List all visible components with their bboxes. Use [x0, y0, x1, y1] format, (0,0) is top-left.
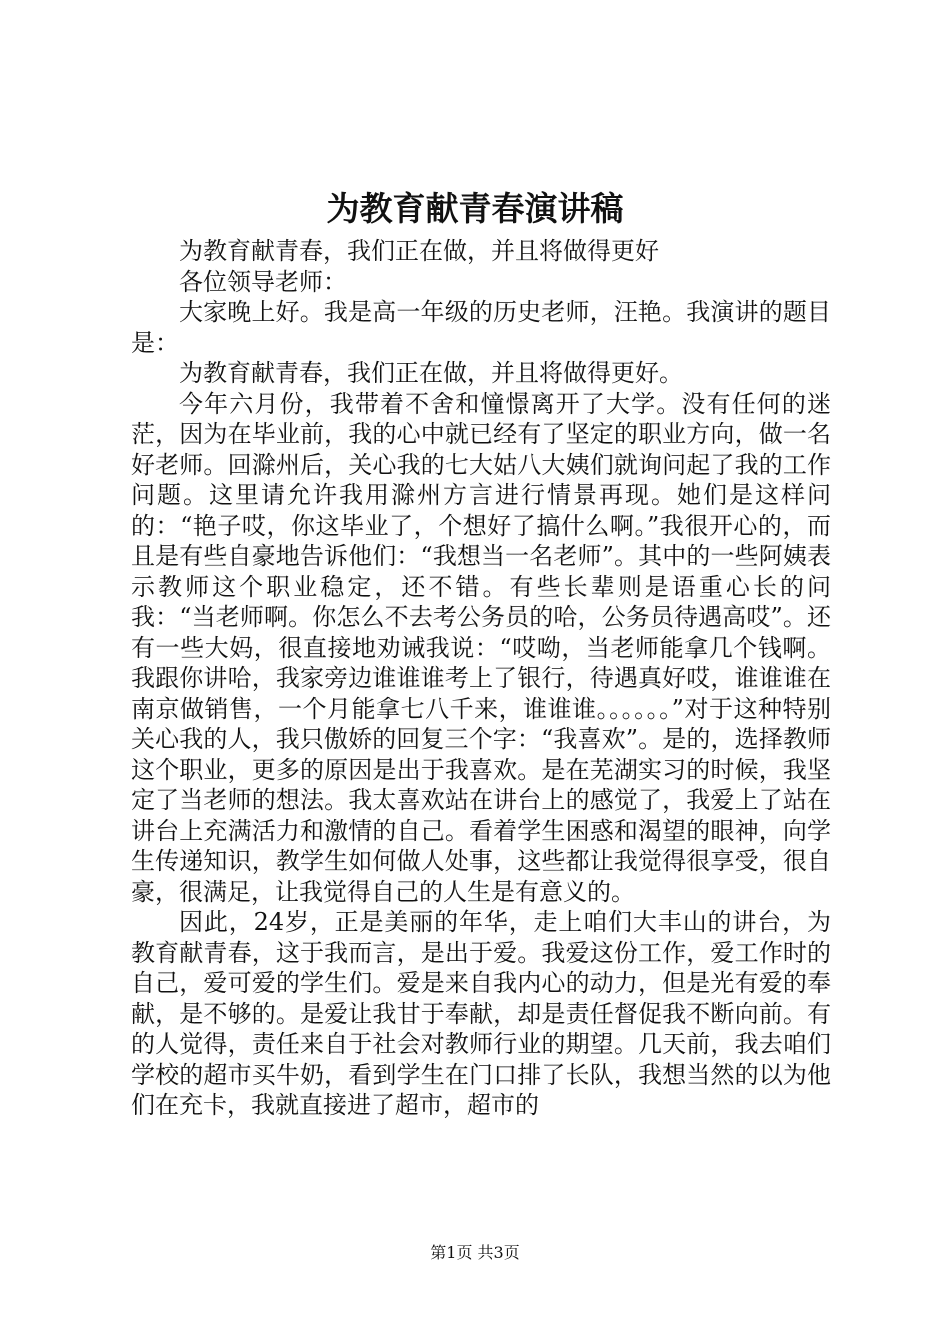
- document-title: 为教育献青春演讲稿: [326, 189, 624, 228]
- page-number-footer: 第1页 共3页: [430, 1243, 520, 1262]
- paragraph-subtitle: 为教育献青春，我们正在做，并且将做得更好: [179, 237, 659, 265]
- paragraph-topic: 为教育献青春，我们正在做，并且将做得更好。: [179, 359, 683, 387]
- paragraph-salutation: 各位领导老师：: [179, 267, 347, 296]
- paragraph-story: 今年六月份，我带着不舍和憧憬离开了大学。没有任何的迷茫，因为在毕业前，我的心中就已经有了坚定的职业方向，做一名好老师。回滁州后，关心我的七大姑八大姨们就询问起了我的工作问题。这里请允许我用滁州方言进行情景再现。她们是这样问的：“艳子哎，你这毕业了，个想好了搞什么啊。”我很开心的，而且是有些自豪地告诉他们：“我想当一名老师”。其中的一些阿姨表示教师这个职业稳定，还不错。有些长辈则是语重心长的问我：“当老师啊。你怎么不去考公务员的哈，公务员待遇高哎”。还有一些大妈，很直接地劝诫我说：“哎呦，当老师能拿几个钱啊。我跟你讲哈，我家旁边谁谁谁考上了银行，待遇真好哎，谁谁谁在南京做销售，一个月能拿七八千来，谁谁谁。。。。。。”对于这种特别关心我的人，我只傲娇的回复三个字：“我喜欢”。是的，选择教师这个职业，更多的原因是出于我喜欢。是在芜湖实习的时候，我坚定了当老师的想法。我太喜欢站在讲台上的感觉了，我爱上了站在讲台上充满活力和激情的自己。看着学生困惑和渴望的眼神，向学生传递知识，教学生如何做人处事，这些都让我觉得很享受，很自豪，很满足，让我觉得自己的人生是有意义的。: [131, 389, 831, 906]
- document-body: [131, 236, 831, 1121]
- paragraph-reason: 因此，24岁，正是美丽的年华，走上咱们大丰山的讲台，为教育献青春，这于我而言，是出于爱。我爱这份工作，爱工作时的自己，爱可爱的学生们。爱是来自我内心的动力，但是光有爱的奉献，是不够的。是爱让我甘于奉献，却是责任督促我不断向前。有的人觉得，责任来自于社会对教师行业的期望。几天前，我去咱们学校的超市买牛奶，看到学生在门口排了长队，我想当然的以为他们在充卡，我就直接进了超市，超市的: [131, 908, 831, 1119]
- paragraph-greeting: 大家晚上好。我是高一年级的历史老师，汪艳。我演讲的题目是：: [131, 298, 831, 357]
